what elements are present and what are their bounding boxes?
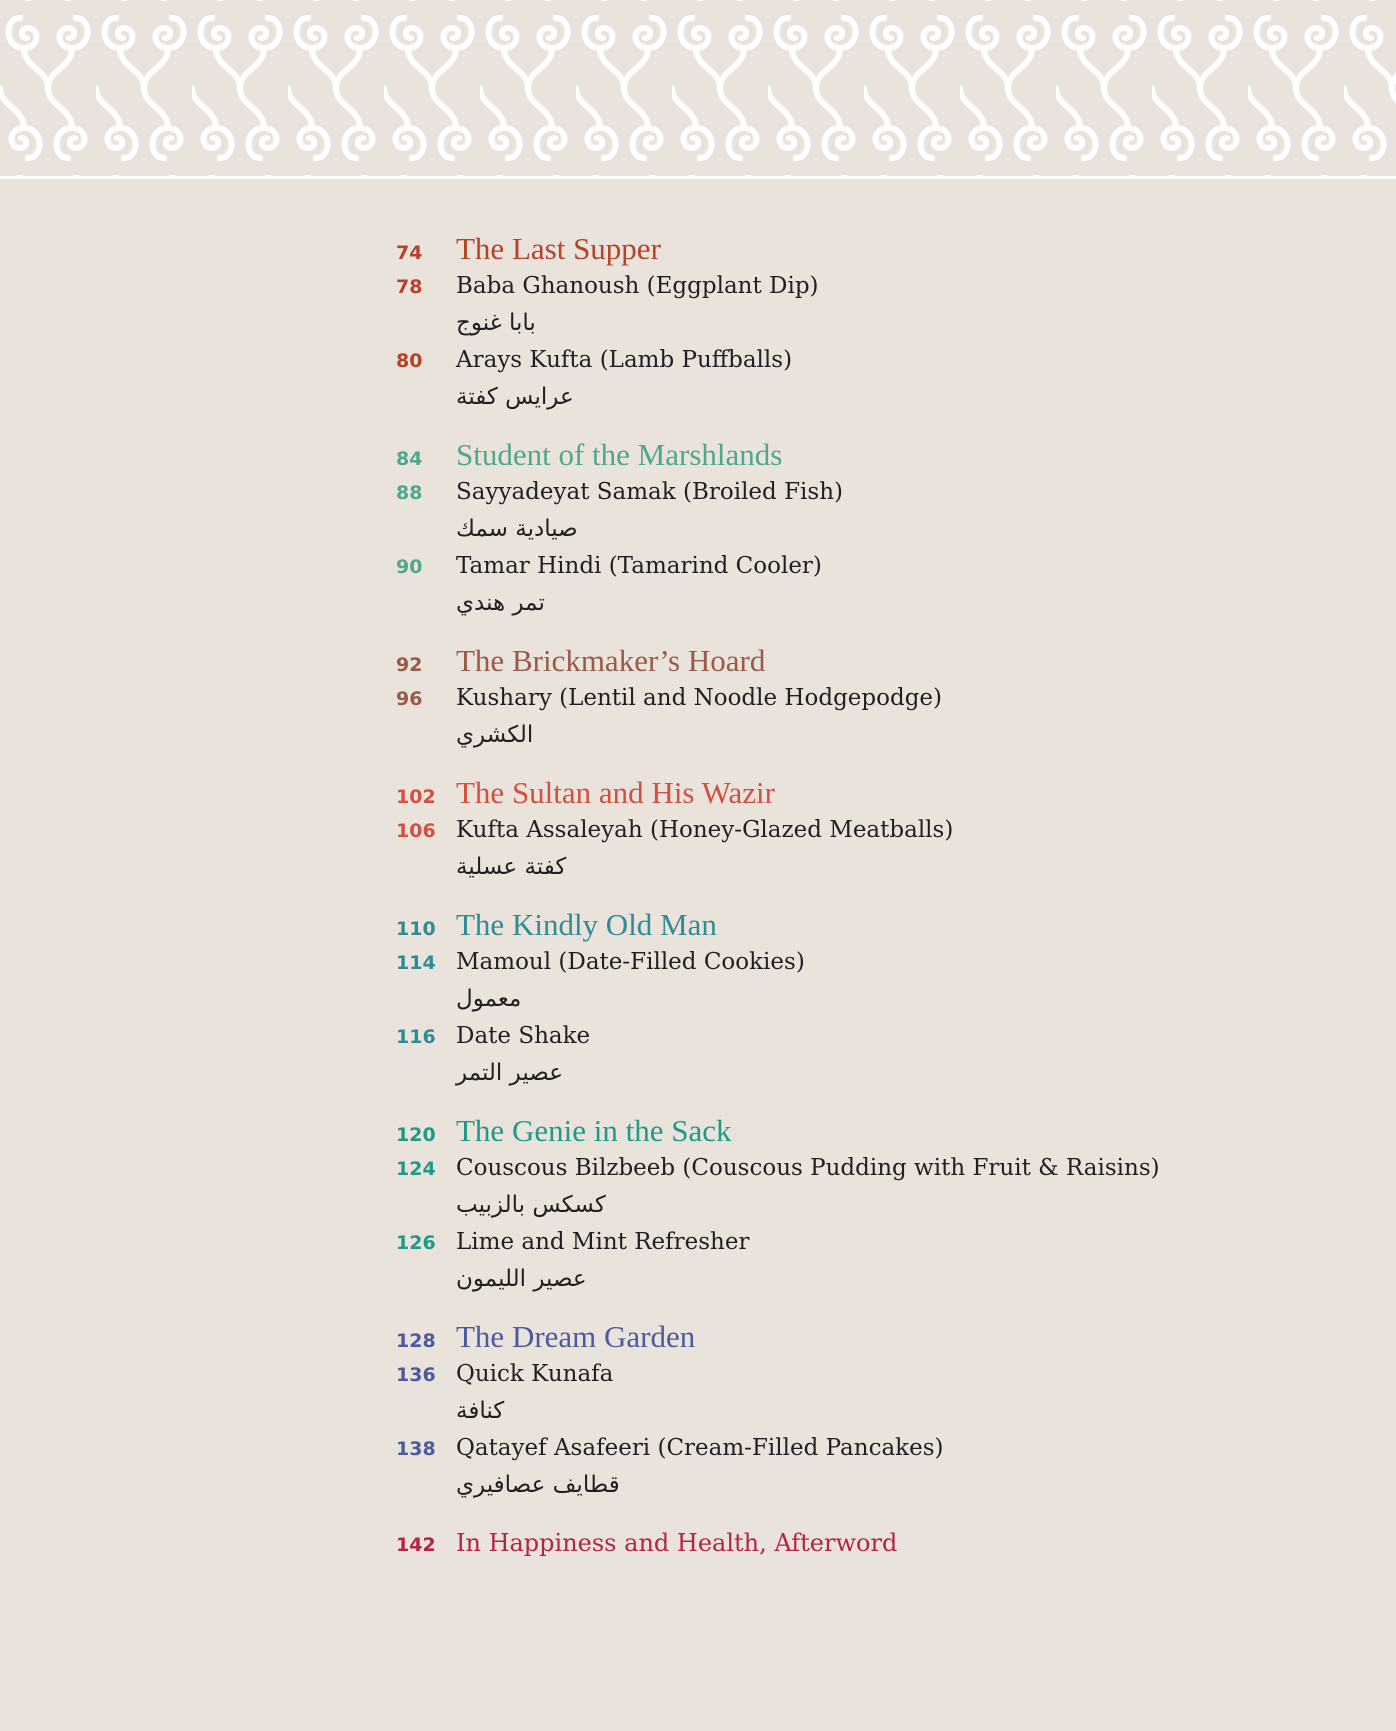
chapter-title[interactable]: The Kindly Old Man: [456, 907, 717, 942]
recipe-arabic-name: الكشري: [456, 722, 534, 748]
recipe-page-number: 114: [396, 952, 436, 974]
chapter-title[interactable]: Student of the Marshlands: [456, 437, 783, 472]
recipe-arabic-name: عصير التمر: [456, 1060, 563, 1086]
chapter-page-number: 110: [396, 918, 436, 940]
recipe-arabic-name: قطايف عصافيري: [456, 1472, 620, 1498]
recipe-arabic-name: كنافة: [456, 1398, 505, 1424]
toc-section: [396, 230, 1296, 416]
recipe-arabic-name: معمول: [456, 986, 522, 1012]
table-of-contents: [396, 230, 1296, 1562]
recipe-arabic-name: بابا غنوج: [456, 310, 536, 336]
chapter-title[interactable]: The Sultan and His Wazir: [456, 775, 775, 810]
chapter-title[interactable]: The Dream Garden: [456, 1319, 696, 1354]
recipe-row[interactable]: [396, 680, 1296, 716]
chapter-row[interactable]: [396, 642, 1296, 680]
chapter-page-number: 84: [396, 448, 423, 470]
toc-section: [396, 774, 1296, 886]
recipe-name[interactable]: Couscous Bilzbeeb (Couscous Pudding with Fruit & Raisins): [456, 1155, 1160, 1181]
recipe-arabic-name: كسكس بالزبيب: [456, 1192, 606, 1218]
chapter-page-number: 74: [396, 242, 423, 264]
toc-section: [396, 436, 1296, 622]
chapter-row[interactable]: [396, 1112, 1296, 1150]
afterword-title[interactable]: In Happiness and Health, Afterword: [456, 1529, 898, 1557]
recipe-name[interactable]: Quick Kunafa: [456, 1361, 614, 1387]
recipe-row[interactable]: [396, 1018, 1296, 1054]
recipe-arabic-name: عرايس كفتة: [456, 384, 574, 410]
recipe-page-number: 124: [396, 1158, 436, 1180]
recipe-row[interactable]: [396, 812, 1296, 848]
toc-section: [396, 1318, 1296, 1504]
recipe-arabic-name: كفتة عسلية: [456, 854, 567, 880]
recipe-name[interactable]: Date Shake: [456, 1023, 591, 1049]
recipe-name[interactable]: Baba Ghanoush (Eggplant Dip): [456, 273, 819, 299]
recipe-name[interactable]: Sayyadeyat Samak (Broiled Fish): [456, 479, 843, 505]
recipe-page-number: 126: [396, 1232, 436, 1254]
recipe-name[interactable]: Kushary (Lentil and Noodle Hodgepodge): [456, 685, 942, 711]
recipe-row[interactable]: [396, 474, 1296, 510]
recipe-name[interactable]: Mamoul (Date-Filled Cookies): [456, 949, 805, 975]
recipe-name[interactable]: Arays Kufta (Lamb Puffballs): [456, 347, 793, 373]
chapter-page-number: 92: [396, 654, 423, 676]
recipe-page-number: 136: [396, 1364, 436, 1386]
recipe-row[interactable]: [396, 944, 1296, 980]
recipe-page-number: 116: [396, 1026, 436, 1048]
recipe-page-number: 78: [396, 276, 423, 298]
recipe-name[interactable]: Tamar Hindi (Tamarind Cooler): [456, 553, 822, 579]
chapter-title[interactable]: The Brickmaker’s Hoard: [456, 643, 766, 678]
recipe-arabic-name: عصير الليمون: [456, 1266, 587, 1292]
recipe-name[interactable]: Qatayef Asafeeri (Cream-Filled Pancakes): [456, 1435, 944, 1461]
chapter-title[interactable]: The Last Supper: [456, 231, 661, 266]
recipe-page-number: 106: [396, 820, 436, 842]
recipe-name[interactable]: Lime and Mint Refresher: [456, 1229, 750, 1255]
recipe-arabic-name: تمر هندي: [456, 590, 545, 616]
recipe-row[interactable]: [396, 1430, 1296, 1466]
chapter-page-number: 102: [396, 786, 436, 808]
chapter-row[interactable]: [396, 906, 1296, 944]
chapter-page-number: 120: [396, 1124, 436, 1146]
toc-section: [396, 642, 1296, 754]
chapter-row[interactable]: [396, 230, 1296, 268]
chapter-row[interactable]: [396, 1318, 1296, 1356]
recipe-row[interactable]: [396, 548, 1296, 584]
recipe-row[interactable]: [396, 268, 1296, 304]
afterword-row[interactable]: [396, 1524, 1296, 1562]
chapter-title[interactable]: The Genie in the Sack: [456, 1113, 732, 1148]
chapter-page-number: 128: [396, 1330, 436, 1352]
toc-section: [396, 906, 1296, 1092]
recipe-name[interactable]: Kufta Assaleyah (Honey-Glazed Meatballs): [456, 817, 954, 843]
scroll-ornament: [0, 0, 1396, 176]
chapter-row[interactable]: [396, 436, 1296, 474]
recipe-row[interactable]: [396, 1356, 1296, 1392]
recipe-arabic-name: صيادية سمك: [456, 516, 578, 542]
recipe-row[interactable]: [396, 1224, 1296, 1260]
afterword-page-number: 142: [396, 1534, 436, 1556]
recipe-page-number: 88: [396, 482, 423, 504]
recipe-row[interactable]: [396, 342, 1296, 378]
recipe-page-number: 96: [396, 688, 423, 710]
recipe-page-number: 138: [396, 1438, 436, 1460]
recipe-row[interactable]: [396, 1150, 1296, 1186]
chapter-row[interactable]: [396, 774, 1296, 812]
toc-section: [396, 1112, 1296, 1298]
decorative-scroll-border: [0, 0, 1396, 179]
recipe-page-number: 80: [396, 350, 423, 372]
recipe-page-number: 90: [396, 556, 423, 578]
